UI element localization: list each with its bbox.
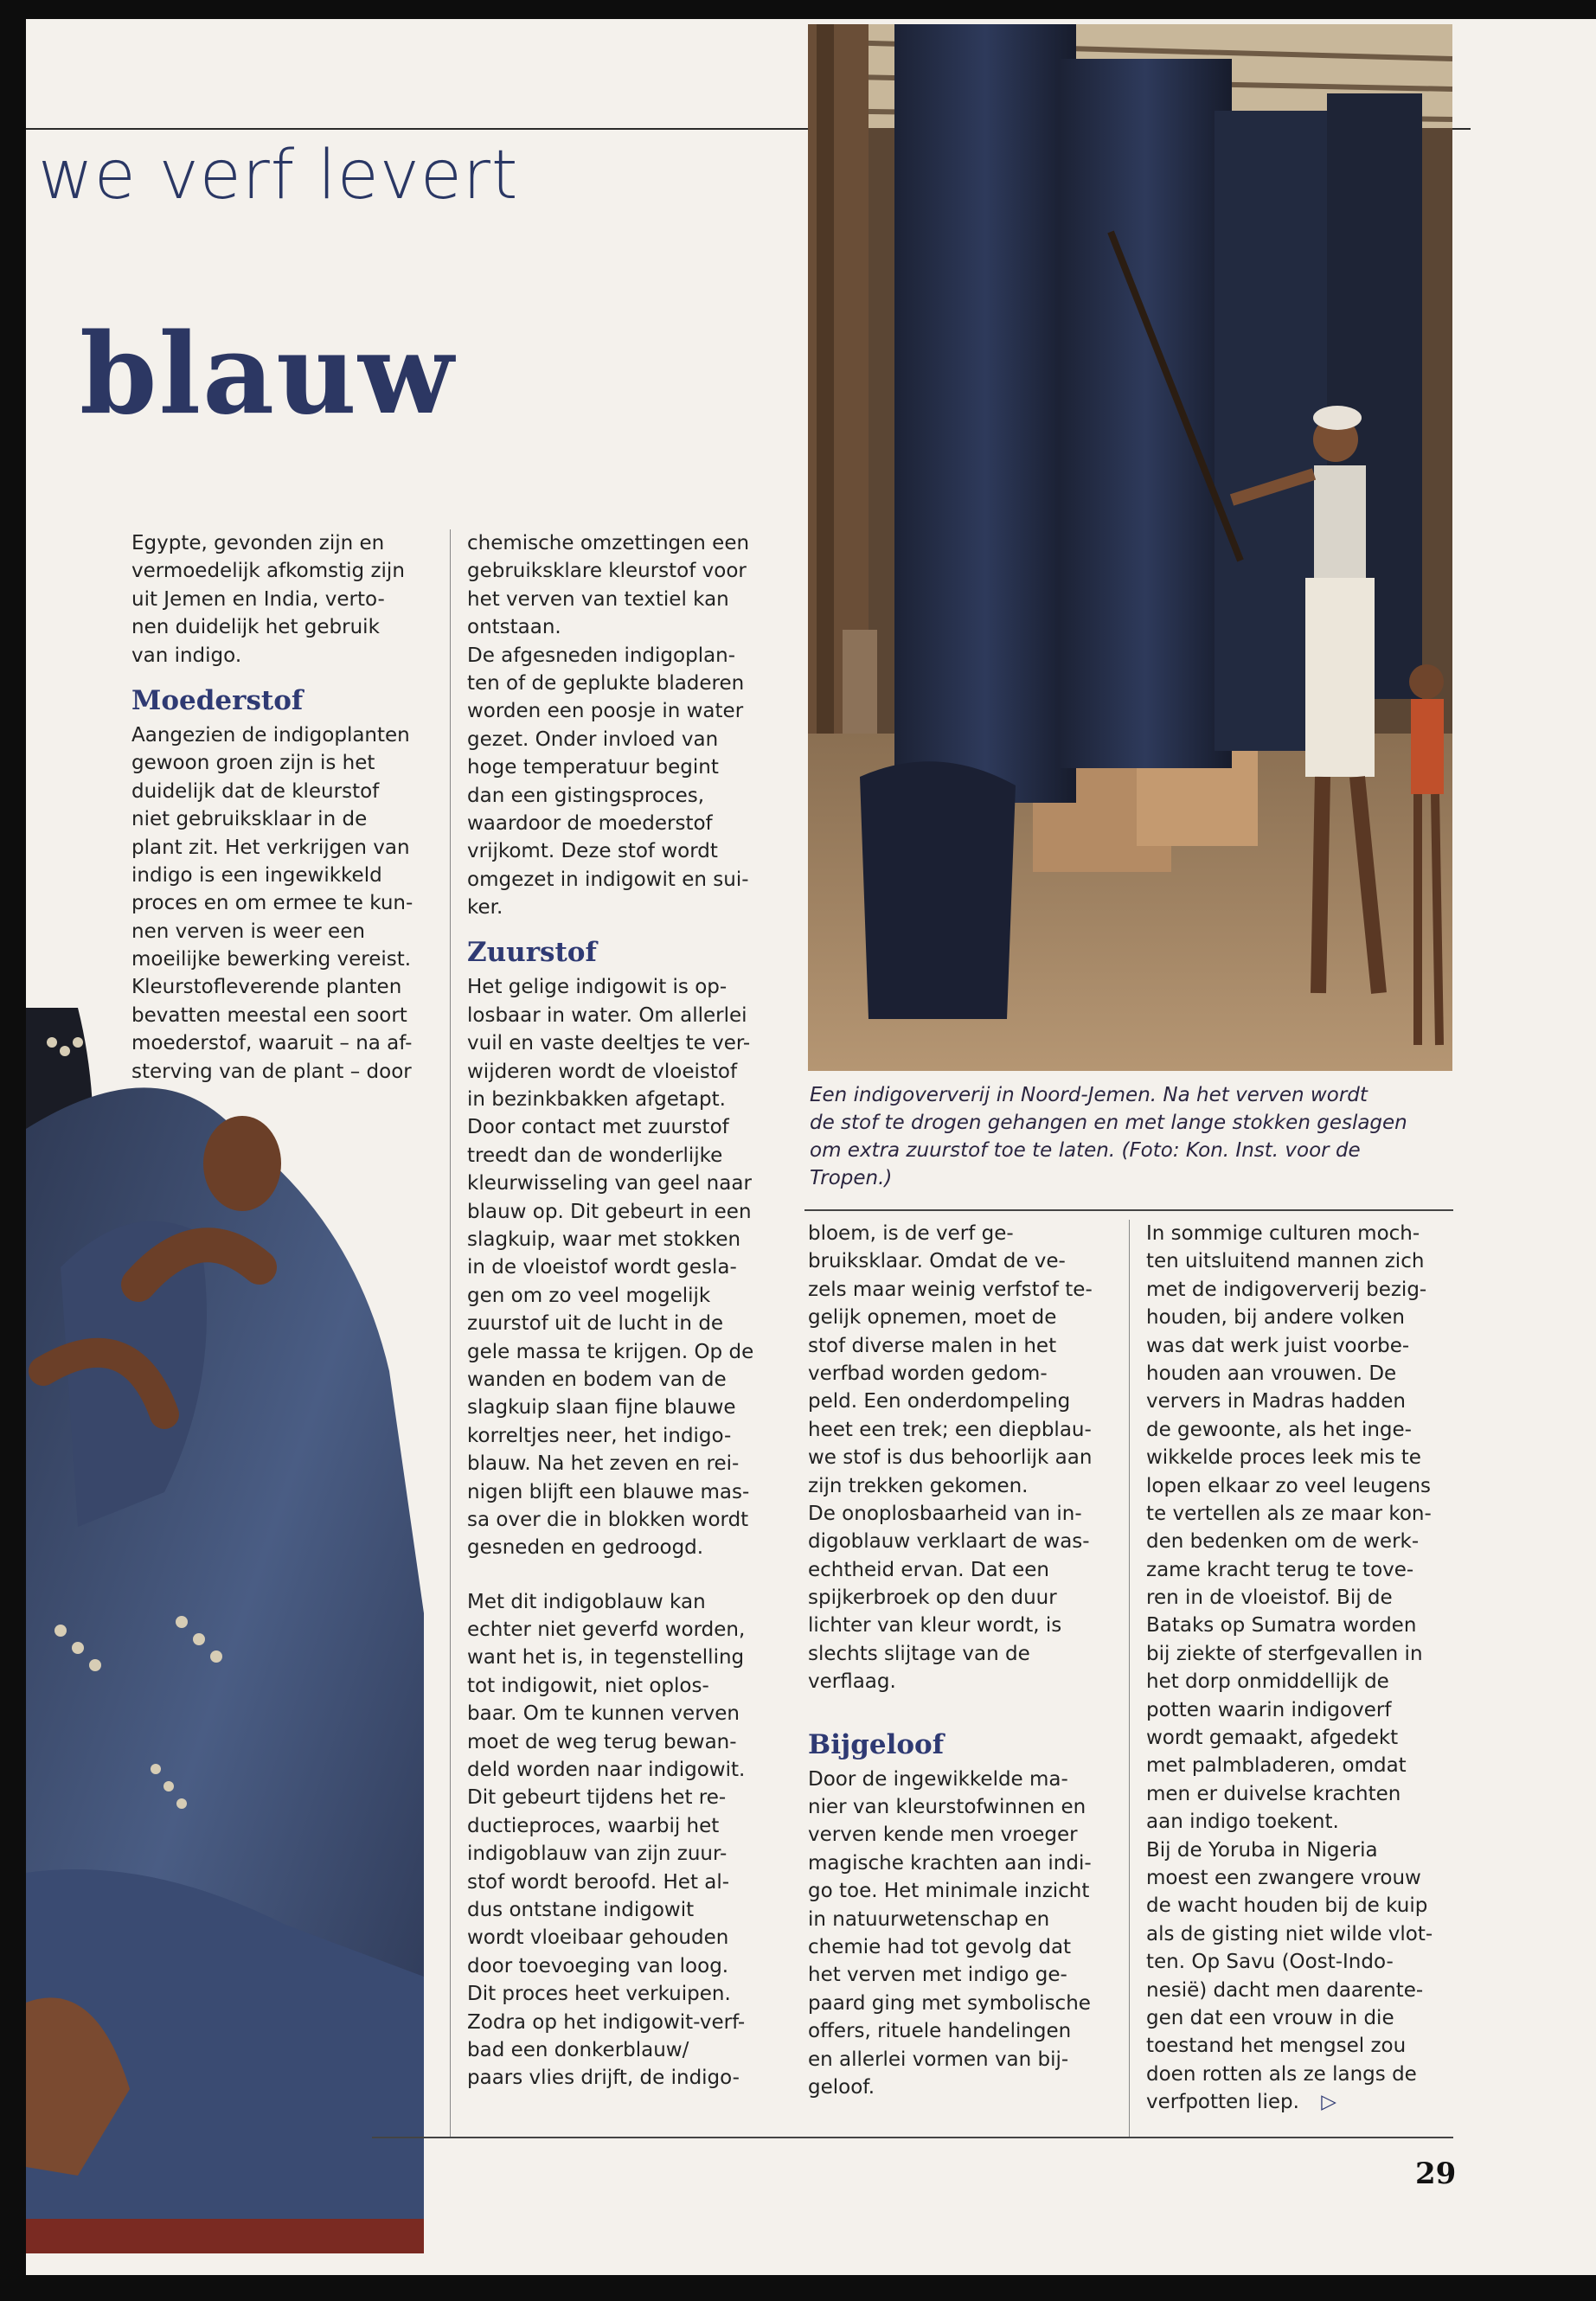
text-line: peld. Een onderdompeling	[808, 1390, 1071, 1413]
text-line: vuil en vaste deeltjes te ver-	[467, 1032, 751, 1055]
text-line: korreltjes neer, het indigo-	[467, 1424, 732, 1447]
text-line: gen om zo veel mogelijk	[467, 1284, 711, 1307]
text-line: ductieproces, waarbij het	[467, 1814, 720, 1837]
text-line: lichter van kleur wordt, is	[808, 1614, 1062, 1638]
text-line: moeilijke bewerking vereist.	[131, 948, 412, 971]
text-line: Zodra op het indigowit-verf-	[467, 2010, 746, 2034]
caption-line: Tropen.)	[810, 1167, 893, 1189]
text-line: bij ziekte of sterfgevallen in	[1146, 1642, 1423, 1665]
text-line: go toe. Het minimale inzicht	[808, 1880, 1090, 1903]
photo-caption	[810, 1081, 1433, 1192]
column-divider	[450, 529, 451, 2138]
text-line: met de indigoververij bezig-	[1146, 1278, 1427, 1301]
dye-workshop-photo	[808, 24, 1452, 1071]
text-line: Met dit indigoblauw kan	[467, 1590, 706, 1613]
text-line: moest een zwangere vrouw	[1146, 1866, 1421, 1889]
text-line: Door contact met zuurstof	[467, 1116, 729, 1139]
indigo-women-photo	[26, 1008, 424, 2253]
text-line: indigoblauw van zijn zuur-	[467, 1843, 727, 1866]
text-line: Het gelige indigowit is op-	[467, 976, 727, 999]
text-line: ten. Op Savu (Oost-Indo-	[1146, 1951, 1394, 1974]
text-line: lopen elkaar zo veel leugens	[1146, 1474, 1432, 1497]
text-line: gen dat een vrouw in die	[1146, 2006, 1394, 2029]
text-line-last	[1146, 2088, 1433, 2116]
text-line: omgezet in indigowit en sui-	[467, 868, 749, 891]
text-line: echter niet geverfd worden,	[467, 1618, 746, 1642]
text-line: paars vlies drijft, de indigo-	[467, 2067, 740, 2090]
dye-workshop-illustration	[808, 24, 1452, 1071]
text-line: bruiksklaar. Omdat de ve-	[808, 1250, 1066, 1273]
text-line: Egypte, gevonden zijn en	[131, 532, 385, 554]
text-line: hoge temperatuur begint	[467, 756, 719, 779]
text-line: we stof is dus behoorlijk aan	[808, 1446, 1093, 1470]
text-line: de wacht houden bij de kuip	[1146, 1894, 1428, 1918]
text-line: ten of de geplukte bladeren	[467, 671, 745, 695]
text-line: heet een trek; een diepblau-	[808, 1418, 1092, 1441]
text-line: magische krachten aan indi-	[808, 1851, 1092, 1875]
text-line: worden een poosje in water	[467, 700, 744, 723]
text-line: te vertellen als ze maar kon-	[1146, 1502, 1432, 1525]
section-heading-moederstof: Moederstof	[131, 684, 304, 716]
column-4	[1146, 1220, 1433, 2117]
text-line: In sommige culturen moch-	[1146, 1222, 1420, 1245]
text-line: het verven met indigo ge-	[808, 1964, 1067, 1987]
text-line: kleurwisseling van geel naar	[467, 1172, 752, 1195]
text-line: bloem, is de verf ge-	[808, 1222, 1014, 1245]
text-line: gele massa te krijgen. Op de	[467, 1340, 754, 1363]
caption-line: de stof te drogen gehangen en met lange stokken geslagen	[810, 1112, 1407, 1134]
text-line: bad een donkerblauw/	[467, 2038, 689, 2061]
text-line: Dit gebeurt tijdens het re-	[467, 1786, 727, 1810]
text-line: gelijk opnemen, moet de	[808, 1306, 1057, 1330]
text-line: sterving van de plant – door	[131, 1060, 412, 1083]
text-line: ten uitsluitend mannen zich	[1146, 1250, 1425, 1273]
continue-arrow-icon: ▷	[1321, 2091, 1336, 2114]
text-line: houden aan vrouwen. De	[1146, 1362, 1397, 1385]
text-line: toestand het mengsel zou	[1146, 2035, 1407, 2058]
text-line: bevatten meestal een soort	[131, 1003, 407, 1027]
text-line: chemische omzettingen een	[467, 532, 750, 554]
text-line: digoblauw verklaart de was-	[808, 1530, 1090, 1554]
scan-bottom-border	[0, 2275, 1596, 2301]
page-number: 29	[1415, 2157, 1457, 2191]
text-line: wijderen wordt de vloeistof	[467, 1060, 738, 1083]
text-line: waardoor de moederstof	[467, 811, 713, 835]
text-line: spijkerbroek op den duur	[808, 1586, 1057, 1610]
text-line: plant zit. Het verkrijgen van	[131, 836, 410, 859]
column-divider	[1129, 1220, 1130, 2137]
text-line: gesneden en gedroogd.	[467, 1536, 704, 1560]
text-line: dus ontstane indigowit	[467, 1898, 695, 1921]
text-line: vermoedelijk afkomstig zijn	[131, 560, 405, 583]
text-line: potten waarin indigoverf	[1146, 1698, 1392, 1721]
text-line: tot indigowit, niet oplos-	[467, 1674, 709, 1697]
text-line: wordt gemaakt, afgedekt	[1146, 1727, 1399, 1750]
text-line: nier van kleurstofwinnen en	[808, 1796, 1086, 1819]
text-line: slagkuip, waar met stokken	[467, 1227, 741, 1251]
text-line: ververs in Madras hadden	[1146, 1390, 1406, 1413]
text-line: slagkuip slaan fijne blauwe	[467, 1396, 736, 1420]
text-line: aan indigo toekent.	[1146, 1811, 1339, 1834]
text-line: het verven van textiel kan	[467, 587, 729, 611]
text-line: Dit proces heet verkuipen.	[467, 1983, 731, 2006]
text-line: zijn trekken gekomen.	[808, 1474, 1029, 1497]
text-line: ren in de vloeistof. Bij de	[1146, 1586, 1393, 1610]
text-line: zuurstof uit de lucht in de	[467, 1312, 724, 1336]
text-line: dan een gistingsproces,	[467, 784, 705, 807]
text-line: proces en om ermee te kun-	[131, 892, 413, 915]
text-line: stof wordt beroofd. Het al-	[467, 1870, 730, 1894]
indigo-women-illustration	[26, 1008, 424, 2253]
text-line: als de gisting niet wilde vlot-	[1146, 1922, 1433, 1945]
text-line: De afgesneden indigoplan-	[467, 644, 736, 667]
text-line: sa over die in blokken wordt	[467, 1508, 749, 1531]
text-line: ker.	[467, 896, 503, 920]
text-line: in de vloeistof wordt gesla-	[467, 1256, 737, 1279]
section-heading-zuurstof: Zuurstof	[467, 937, 597, 969]
text-line: indigo is een ingewikkeld	[131, 863, 382, 887]
text-line: met palmbladeren, omdat	[1146, 1754, 1407, 1778]
section-heading-bijgeloof: Bijgeloof	[808, 1728, 945, 1760]
text-line: baar. Om te kunnen verven	[467, 1702, 740, 1726]
text-line: verfpotten liep.	[1146, 2091, 1299, 2114]
text-line: zame kracht terug te tove-	[1146, 1558, 1414, 1581]
text-line: zels maar weinig verfstof te-	[808, 1278, 1093, 1301]
header-rule	[26, 128, 813, 130]
text-line: door toevoeging van loog.	[467, 1954, 729, 1977]
text-line: moederstof, waaruit – na af-	[131, 1032, 413, 1055]
text-line: losbaar in water. Om allerlei	[467, 1003, 747, 1027]
text-line: deld worden naar indigowit.	[467, 1759, 746, 1782]
text-line: offers, rituele handelingen	[808, 2020, 1072, 2043]
text-line: gewoon groen zijn is het	[131, 752, 375, 775]
text-line: was dat werk juist voorbe-	[1146, 1334, 1410, 1357]
text-line: nigen blijft een blauwe mas-	[467, 1480, 750, 1503]
text-line: blauw. Na het zeven en rei-	[467, 1452, 740, 1476]
text-line: stof diverse malen in het	[808, 1334, 1057, 1357]
text-line: nen verven is weer een	[131, 920, 365, 943]
text-line: duidelijk dat de kleurstof	[131, 779, 380, 803]
text-line: gezet. Onder invloed van	[467, 727, 719, 751]
text-line: nesië) dacht men daarente-	[1146, 1978, 1424, 2002]
text-line: wordt vloeibaar gehouden	[467, 1926, 729, 1950]
column-2	[467, 529, 753, 2093]
text-line: Aangezien de indigoplanten	[131, 723, 410, 747]
text-line: uit Jemen en India, verto-	[131, 587, 385, 611]
caption-rule	[804, 1209, 1453, 1211]
text-line: ontstaan.	[467, 616, 561, 639]
text-line: nen duidelijk het gebruik	[131, 616, 380, 639]
scan-left-border	[0, 0, 26, 2301]
caption-line: Een indigoververij in Noord-Jemen. Na het verven wordt	[810, 1084, 1368, 1106]
text-line: Bataks op Sumatra worden	[1146, 1614, 1417, 1638]
text-line: Bij de Yoruba in Nigeria	[1146, 1838, 1378, 1862]
text-line: wikkelde proces leek mis te	[1146, 1446, 1421, 1470]
text-line: vrijkomt. Deze stof wordt	[467, 840, 718, 863]
text-line: gebruiksklare kleurstof voor	[467, 560, 747, 583]
text-line: verfbad worden gedom-	[808, 1362, 1048, 1385]
text-line: den bedenken om de werk-	[1146, 1530, 1420, 1554]
text-line: Door de ingewikkelde ma-	[808, 1767, 1068, 1791]
text-line: het dorp onmiddellijk de	[1146, 1670, 1389, 1694]
text-line: echtheid ervan. Dat een	[808, 1558, 1049, 1581]
text-line: en allerlei vormen van bij-	[808, 2048, 1069, 2071]
text-line: treedt dan de wonderlijke	[467, 1144, 723, 1167]
caption-line: om extra zuurstof toe te laten. (Foto: Kon. Inst. voor de	[810, 1139, 1361, 1162]
text-line: verflaag.	[808, 1670, 896, 1694]
text-line: want het is, in tegenstelling	[467, 1646, 745, 1670]
text-line: moet de weg terug bewan-	[467, 1730, 737, 1753]
text-line: geloof.	[808, 2075, 875, 2099]
text-line: slechts slijtage van de	[808, 1642, 1030, 1665]
text-line: houden, bij andere volken	[1146, 1306, 1405, 1330]
text-line: wanden en bodem van de	[467, 1368, 727, 1391]
column-1	[131, 529, 413, 1086]
text-line: in bezinkbakken afgetapt.	[467, 1088, 726, 1112]
text-line: doen rotten als ze langs de	[1146, 2062, 1417, 2086]
footer-rule	[372, 2137, 1453, 2138]
text-line: in natuurwetenschap en	[808, 1907, 1050, 1931]
text-line: blauw op. Dit gebeurt in een	[467, 1200, 752, 1223]
text-line: niet gebruiksklaar in de	[131, 808, 368, 831]
text-line: chemie had tot gevolg dat	[808, 1935, 1072, 1958]
text-line: paard ging met symbolische	[808, 1991, 1091, 2015]
text-line: de gewoonte, als het inge-	[1146, 1418, 1412, 1441]
text-line: men er duivelse krachten	[1146, 1782, 1401, 1805]
kicker-headline: we verf levert	[38, 137, 519, 215]
text-line: verven kende men vroeger	[808, 1823, 1078, 1847]
paragraph-gap	[467, 1562, 753, 1588]
text-line: De onoplosbaarheid van in-	[808, 1502, 1082, 1525]
column-3	[808, 1220, 1093, 2101]
scan-top-border	[0, 0, 1596, 19]
text-line: Kleurstofleverende planten	[131, 976, 402, 999]
page-title: blauw	[80, 310, 456, 439]
text-line: van indigo.	[131, 644, 242, 667]
